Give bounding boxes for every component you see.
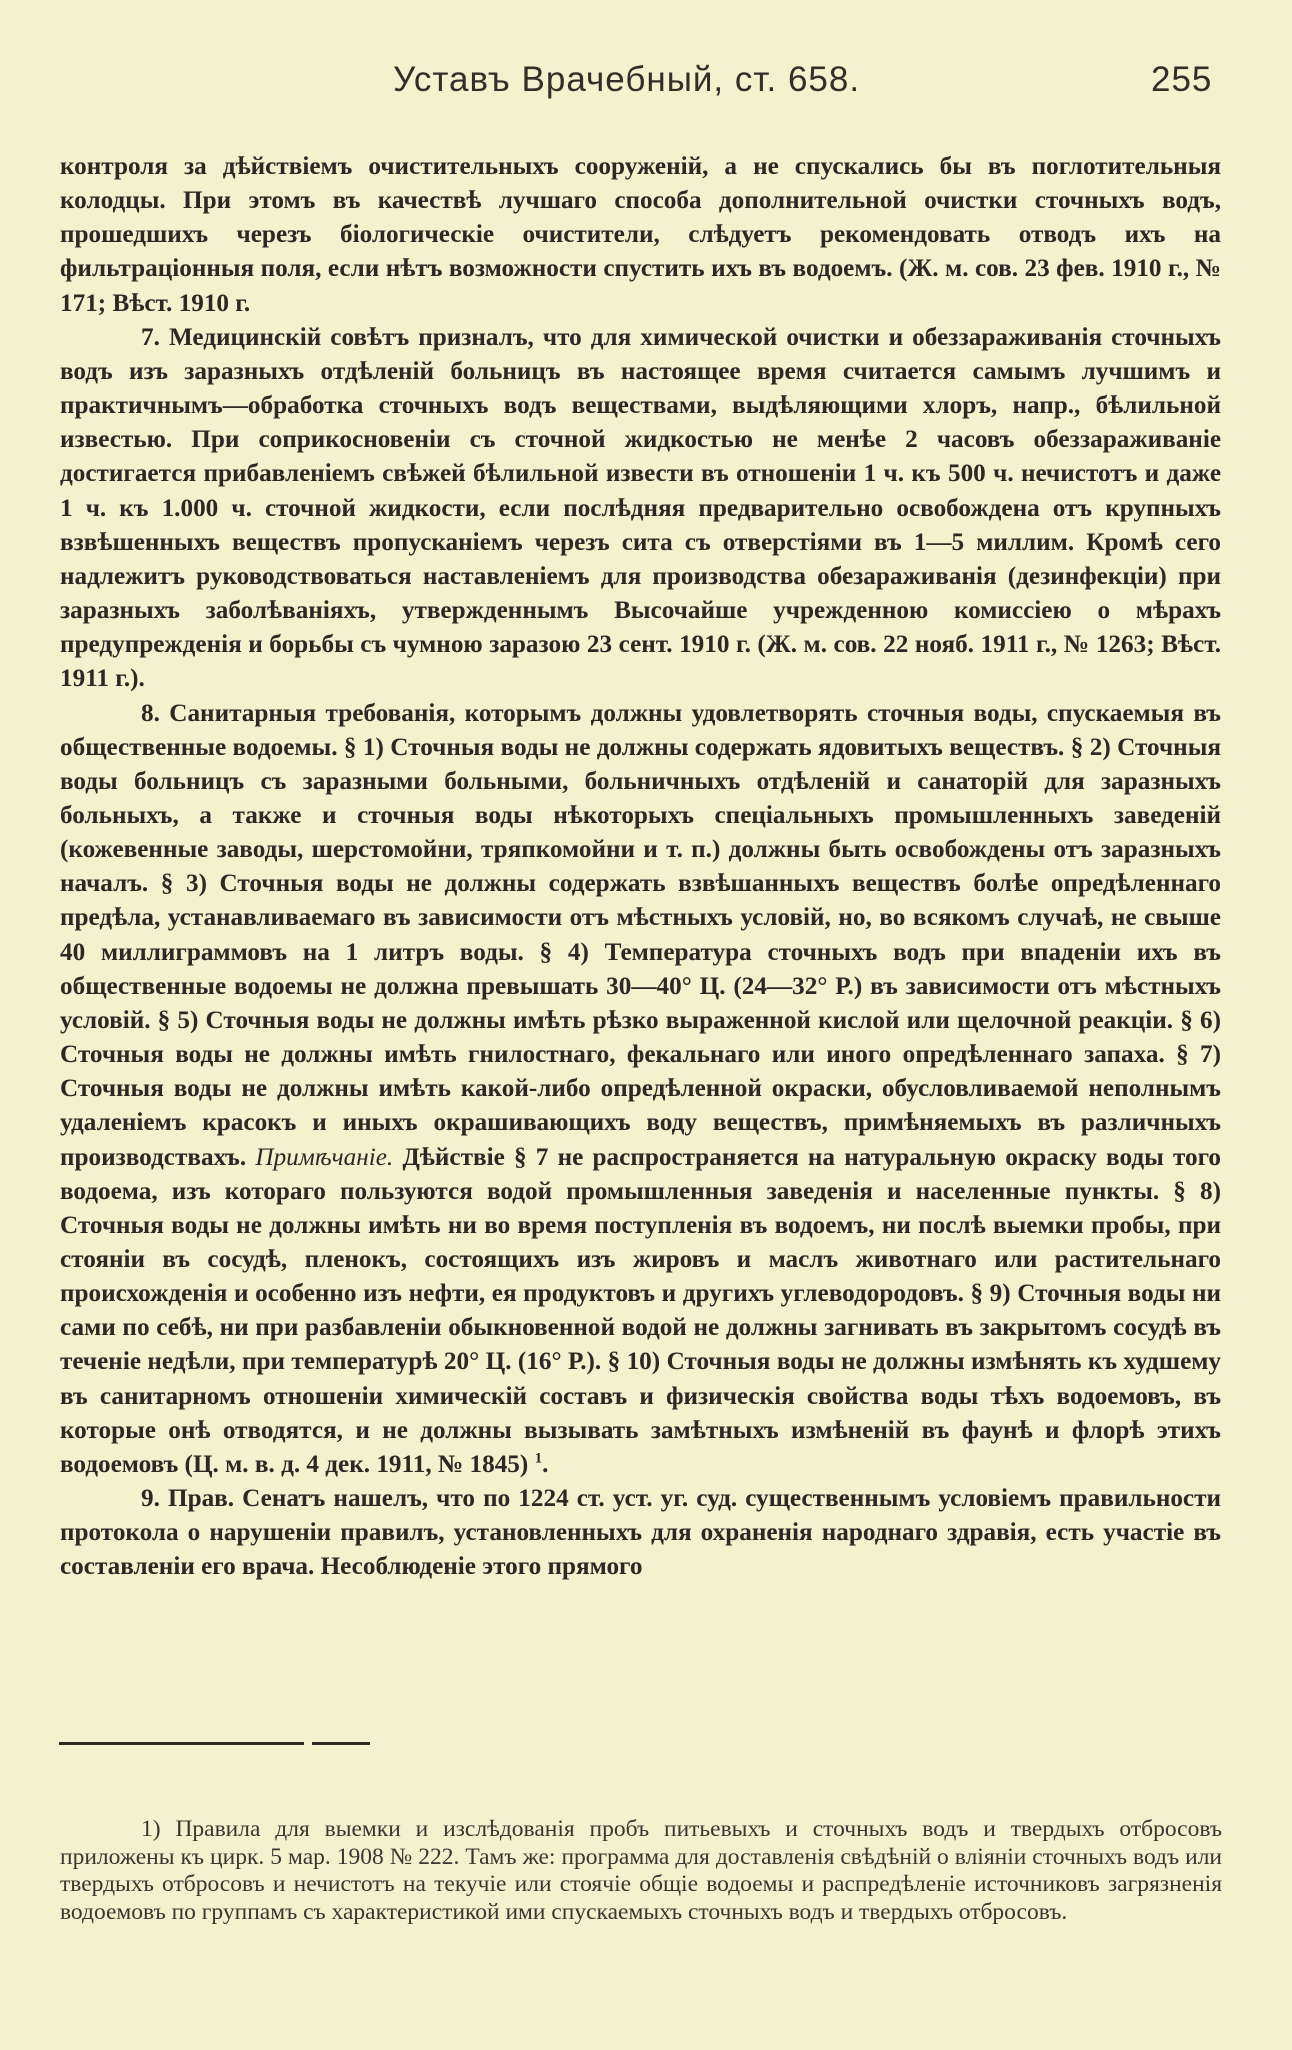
paragraph-8	[60, 697, 1221, 1483]
body-text	[60, 150, 1221, 1585]
note-label: Примѣчаніе.	[255, 1143, 394, 1171]
paragraph-8-end: .	[542, 1450, 549, 1478]
footnote-text: Правила для выемки и изслѣдованія пробъ питьевыхъ и сточныхъ водъ и твердыхъ отбросовъ приложены къ цирк. 5 мар. 1908 № 222. Тамъ же: программа для доставленія свѣдѣній о вліяніи сточныхъ водъ или твердыхъ отбросовъ и нечистотъ на текучіе или стоячіе общіе водоемы и распредѣленіе источниковъ загрязненія водоемовъ по группамъ съ характеристикой ими спускаемыхъ сточныхъ водъ и твердыхъ отбросовъ.	[60, 1816, 1223, 1925]
running-title: Уставъ Врачебный, ст. 658.	[393, 60, 861, 99]
footnote-marker: 1)	[141, 1816, 161, 1842]
paragraph-7: 7. Медицинскій совѣтъ призналъ, что для химической очистки и обеззараживанія сточныхъ водъ изъ заразныхъ отдѣленій больницъ въ настоящее время считается самымъ лучшимъ и практичнымъ—обработка сточныхъ водъ веществами, выдѣляющими хлоръ, напр., бѣлильной известью. При соприкосновеніи съ сточной жидкостью не менѣе 2 часовъ обеззараживаніе достигается прибавленіемъ свѣжей бѣлильной извести въ отношеніи 1 ч. къ 500 ч. нечистотъ и даже 1 ч. къ 1.000 ч. сточной жидкости, если послѣдняя предварительно освобождена отъ крупныхъ взвѣшенныхъ веществъ пропусканіемъ черезъ сита съ отверстіями въ 1—5 миллим. Кромѣ сего надлежитъ руководствоваться наставленіемъ для производства обезараживанія (дезинфекціи) при заразныхъ заболѣваніяхъ, утвержденнымъ Высочайше учрежденною комиссіею о мѣрахъ предупрежденія и борьбы съ чумною заразою 23 сент. 1910 г. (Ж. м. сов. 22 нояб. 1911 г., № 1263; Вѣст. 1911 г.).	[60, 323, 1221, 693]
separator-line	[59, 1742, 304, 1745]
separator-line-short	[312, 1742, 370, 1745]
footnote-paragraph	[60, 1816, 1222, 1926]
paragraph-continuation: контроля за дѣйствіемъ очистительныхъ сооруженій, а не спускались бы въ поглотительныя колодцы. При этомъ въ качествѣ лучшаго способа дополнительной очистки сточныхъ водъ, прошедшихъ черезъ біологическіе очистители, слѣдуетъ рекомендовать отводъ ихъ на фильтраціонныя поля, если нѣтъ возможности спустить ихъ въ водоемъ. (Ж. м. сов. 23 фев. 1910 г., № 171; Вѣст. 1910 г.	[60, 153, 1221, 317]
paragraph-9: 9. Прав. Сенатъ нашелъ, что по 1224 ст. уст. уг. суд. существеннымъ условіемъ правильности протокола о нарушеніи правилъ, установленныхъ для охраненія народнаго здравія, есть участіе въ составленіи его врача. Несоблюденіе этого прямого	[60, 1485, 1221, 1581]
running-header	[0, 60, 1292, 110]
footnote	[60, 1816, 1222, 1926]
footnote-separator	[59, 1742, 371, 1745]
footnote-reference[interactable]: 1	[534, 1450, 543, 1467]
page-number: 255	[1151, 60, 1213, 99]
paragraph-8-note-text: Дѣйствіе § 7 не распространяется на натуральную окраску воды того водоема, изъ котораго пользуются водой промышленныя заведенія и населенные пункты. § 8) Сточныя воды не должны имѣть ни во время поступленія въ водоемъ, ни послѣ выемки пробы, при стояніи въ сосудѣ, пленокъ, состоящихъ изъ жировъ и маслъ животнаго или растительнаго происхожденія и особенно изъ нефти, ея продуктовъ и другихъ углеводородовъ. § 9) Сточныя воды ни сами по себѣ, ни при разбавленіи обыкновенной водой не должны загнивать въ закрытомъ сосудѣ въ теченіе недѣли, при температурѣ 20° Ц. (16° Р.). § 10) Сточныя воды не должны измѣнять къ худшему въ санитарномъ отношеніи химическій составъ и физическія свойства воды тѣхъ водоемовъ, въ которые онѣ отводятся, и не должны вызывать замѣтныхъ измѣненій въ фаунѣ и флорѣ этихъ водоемовъ (Ц. м. в. д. 4 дек. 1911, № 1845)	[60, 1143, 1222, 1478]
paragraph-8-text: 8. Санитарныя требованія, которымъ должны удовлетворять сточныя воды, спускаемыя въ общественные водоемы. § 1) Сточныя воды не должны содержать ядовитыхъ веществъ. § 2) Сточныя воды больницъ съ заразными больными, больничныхъ отдѣленій и санаторій для заразныхъ больныхъ, а также и сточныя воды нѣкоторыхъ спеціальныхъ промышленныхъ заведеній (кожевенные заводы, шерстомойни, тряпкомойни и т. п.) должны быть освобождены отъ заразныхъ началъ. § 3) Сточныя воды не должны содержать взвѣшанныхъ веществъ болѣе опредѣленнаго предѣла, устанавливаемаго въ зависимости отъ мѣстныхъ условій, но, во всякомъ случаѣ, не свыше 40 миллиграммовъ на 1 литръ воды. § 4) Температура сточныхъ водъ при впаденіи ихъ въ общественные водоемы не должна превышать 30—40° Ц. (24—32° Р.) въ зависимости отъ мѣстныхъ условій. § 5) Сточныя воды не должны имѣть рѣзко выраженной кислой или щелочной реакціи. § 6) Сточныя воды не должны имѣть гнилостнаго, фекальнаго или иного опредѣленнаго запаха. § 7) Сточныя воды не должны имѣть какой-либо опредѣленной окраски, обусловливаемой неполнымъ удаленіемъ красокъ и иныхъ окрашивающихъ воду веществъ, примѣняемыхъ въ различныхъ производствахъ.	[60, 699, 1221, 1171]
